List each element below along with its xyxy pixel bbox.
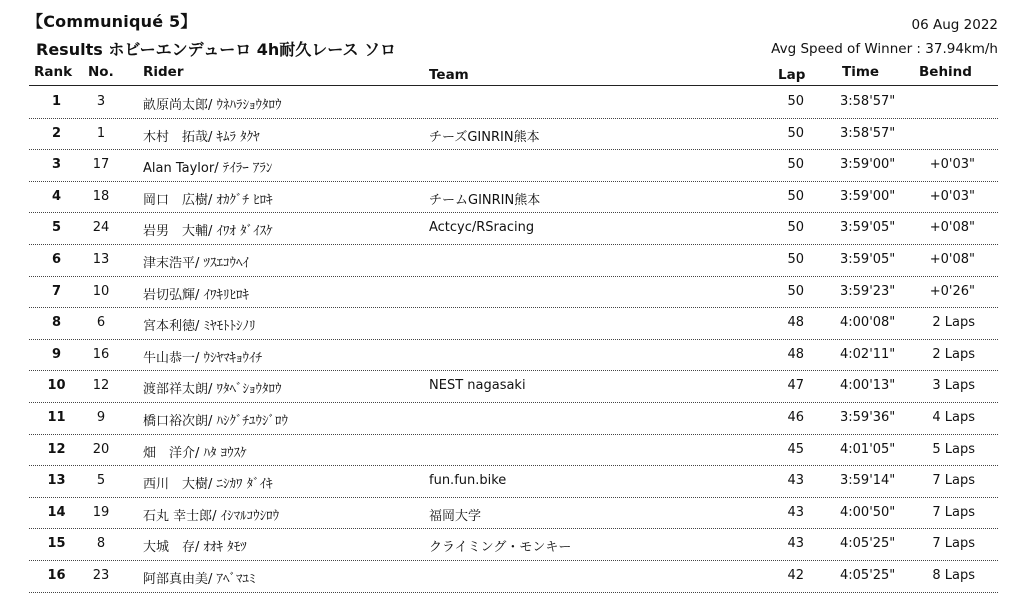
cell-lap: 50	[787, 188, 804, 204]
column-header-no: No.	[88, 64, 114, 80]
cell-rider: 宮本利徳/ ﾐﾔﾓﾄﾄｼﾉﾘ	[143, 319, 256, 335]
cell-behind: 7 Laps	[932, 504, 975, 520]
cell-rank: 9	[51, 346, 62, 362]
cell-lap: 50	[787, 125, 804, 141]
cell-no: 5	[96, 473, 106, 489]
cell-rank: 2	[51, 125, 62, 141]
cell-behind: 3 Laps	[932, 378, 975, 394]
column-header-behind: Behind	[919, 64, 972, 80]
race-date: 06 Aug 2022	[911, 17, 998, 33]
cell-team: 福岡大学	[429, 508, 482, 524]
table-row	[29, 528, 998, 561]
cell-no: 1	[96, 125, 106, 141]
cell-lap: 50	[787, 220, 804, 236]
cell-no: 13	[92, 252, 110, 267]
cell-lap: 48	[787, 315, 804, 331]
cell-team: クライミング・モンキー	[429, 540, 572, 556]
table-row	[29, 149, 998, 182]
cell-no: 17	[92, 157, 110, 173]
table-row	[29, 497, 998, 530]
table-row	[29, 339, 998, 372]
table-row	[29, 307, 998, 340]
cell-behind: +0'08"	[929, 252, 975, 267]
cell-no: 9	[96, 410, 106, 425]
cell-lap: 50	[787, 252, 804, 267]
cell-time: 3:59'00"	[840, 157, 896, 173]
cell-team: チームGINRIN熊本	[429, 192, 541, 208]
cell-behind: +0'03"	[929, 157, 975, 173]
table-row	[29, 370, 998, 403]
cell-rank: 12	[47, 441, 66, 457]
table-row	[29, 402, 998, 435]
cell-rider: Alan Taylor/ ﾃｲﾗｰ ｱﾗﾝ	[143, 161, 273, 177]
cell-lap: 48	[787, 346, 804, 362]
cell-time: 4:00'50"	[840, 504, 896, 520]
cell-time: 3:59'05"	[840, 252, 896, 267]
table-row	[29, 86, 998, 119]
cell-rider: 渡部祥太朗/ ﾜﾀﾍﾞｼｮｳﾀﾛｳ	[143, 382, 282, 398]
cell-rank: 1	[51, 94, 62, 109]
cell-time: 3:59'36"	[840, 410, 896, 425]
cell-team: チーズGINRIN熊本	[429, 129, 540, 145]
cell-rider: 岩切弘輝/ ｲﾜｷﾘﾋﾛｷ	[143, 287, 250, 303]
cell-lap: 43	[787, 473, 804, 489]
cell-time: 3:58'57"	[840, 94, 896, 109]
cell-lap: 42	[787, 568, 804, 583]
table-row	[29, 434, 998, 467]
cell-rider: 阿部真由美/ ｱﾍﾞﾏﾕﾐ	[143, 572, 256, 587]
cell-behind: +0'08"	[929, 220, 975, 236]
cell-lap: 45	[787, 441, 804, 457]
table-row	[29, 560, 998, 593]
cell-time: 3:59'14"	[840, 473, 896, 489]
cell-lap: 50	[787, 94, 804, 109]
cell-behind: 8 Laps	[932, 568, 975, 583]
cell-no: 19	[92, 504, 110, 520]
results-subtitle: Results ホビーエンデューロ 4h耐久レース ソロ	[36, 40, 397, 59]
cell-no: 3	[96, 94, 106, 109]
cell-time: 4:05'25"	[840, 536, 896, 552]
column-header-time: Time	[842, 64, 880, 80]
cell-no: 23	[92, 568, 110, 583]
cell-behind: 2 Laps	[932, 346, 975, 362]
cell-rank: 10	[47, 378, 66, 394]
cell-no: 18	[92, 188, 110, 204]
cell-rider: 橋口裕次朗/ ﾊｼｸﾞﾁﾕｳｼﾞﾛｳ	[143, 414, 289, 429]
cell-no: 16	[92, 346, 110, 362]
cell-rider: 畝原尚太郎/ ｳﾈﾊﾗｼｮｳﾀﾛｳ	[143, 98, 282, 113]
cell-time: 4:01'05"	[840, 441, 896, 457]
column-header-rank: Rank	[34, 64, 73, 80]
cell-team: NEST nagasaki	[429, 378, 526, 394]
cell-time: 3:59'23"	[840, 283, 896, 299]
cell-time: 3:59'05"	[840, 220, 896, 236]
cell-lap: 50	[787, 283, 804, 299]
cell-time: 4:00'13"	[840, 378, 896, 394]
cell-rank: 7	[51, 283, 62, 299]
cell-rank: 16	[47, 568, 66, 583]
cell-no: 6	[96, 315, 106, 331]
cell-lap: 43	[787, 536, 804, 552]
cell-no: 20	[92, 441, 110, 457]
cell-behind: +0'26"	[929, 283, 975, 299]
cell-rank: 15	[47, 536, 66, 552]
cell-no: 10	[92, 283, 110, 299]
cell-lap: 46	[787, 410, 804, 425]
cell-team: Actcyc/RSracing	[429, 220, 535, 236]
column-header-lap: Lap	[778, 67, 806, 83]
cell-rank: 5	[51, 220, 62, 236]
table-row	[29, 244, 998, 277]
communique-title: 【Communiqué 5】	[27, 12, 197, 31]
cell-behind: 5 Laps	[932, 441, 975, 457]
cell-no: 12	[92, 378, 110, 394]
table-row	[29, 118, 998, 151]
cell-behind: 7 Laps	[932, 473, 975, 489]
cell-rank: 4	[51, 188, 62, 204]
cell-rank: 13	[47, 473, 66, 489]
cell-no: 24	[92, 220, 110, 236]
cell-lap: 47	[787, 378, 804, 394]
cell-lap: 50	[787, 157, 804, 173]
table-row	[29, 212, 998, 245]
cell-behind: 7 Laps	[932, 536, 975, 552]
cell-rider: 石丸 幸士郎/ ｲｼﾏﾙｺｳｼﾛｳ	[143, 508, 280, 524]
cell-rank: 8	[51, 315, 62, 331]
cell-rank: 3	[51, 157, 62, 173]
cell-rider: 西川 大樹/ ﾆｼｶﾜ ﾀﾞｲｷ	[143, 477, 273, 493]
cell-time: 4:02'11"	[840, 346, 896, 362]
cell-rider: 木村 拓哉/ ｷﾑﾗ ﾀｸﾔ	[143, 129, 260, 145]
cell-time: 4:05'25"	[840, 568, 896, 583]
column-header-team: Team	[429, 67, 469, 83]
cell-rider: 牛山恭一/ ｳｼﾔﾏｷｮｳｲﾁ	[143, 350, 263, 366]
cell-behind: +0'03"	[929, 188, 975, 204]
table-row	[29, 276, 998, 309]
cell-rider: 畑 洋介/ ﾊﾀ ﾖｳｽｹ	[143, 445, 247, 461]
column-header-rider: Rider	[143, 64, 184, 80]
cell-rank: 11	[47, 410, 66, 425]
cell-behind: 4 Laps	[932, 410, 975, 425]
cell-behind: 2 Laps	[932, 315, 975, 331]
cell-rider: 岡口 広樹/ ｵｶｸﾞﾁ ﾋﾛｷ	[143, 192, 273, 208]
cell-rank: 6	[51, 252, 62, 267]
cell-lap: 43	[787, 504, 804, 520]
cell-rank: 14	[47, 504, 66, 520]
cell-time: 3:59'00"	[840, 188, 896, 204]
avg-speed-of-winner: Avg Speed of Winner : 37.94km/h	[771, 41, 998, 57]
cell-rider: 岩男 大輔/ ｲﾜｵ ﾀﾞｲｽｹ	[143, 224, 273, 240]
cell-no: 8	[96, 536, 106, 552]
cell-time: 3:58'57"	[840, 125, 896, 141]
cell-time: 4:00'08"	[840, 315, 896, 331]
cell-team: fun.fun.bike	[429, 473, 507, 489]
cell-rider: 大城 存/ ｵｵｷ ﾀﾓﾂ	[143, 540, 247, 556]
table-row	[29, 181, 998, 214]
table-row	[29, 465, 998, 498]
cell-rider: 津末浩平/ ﾂｽｴｺｳﾍｲ	[143, 256, 250, 271]
